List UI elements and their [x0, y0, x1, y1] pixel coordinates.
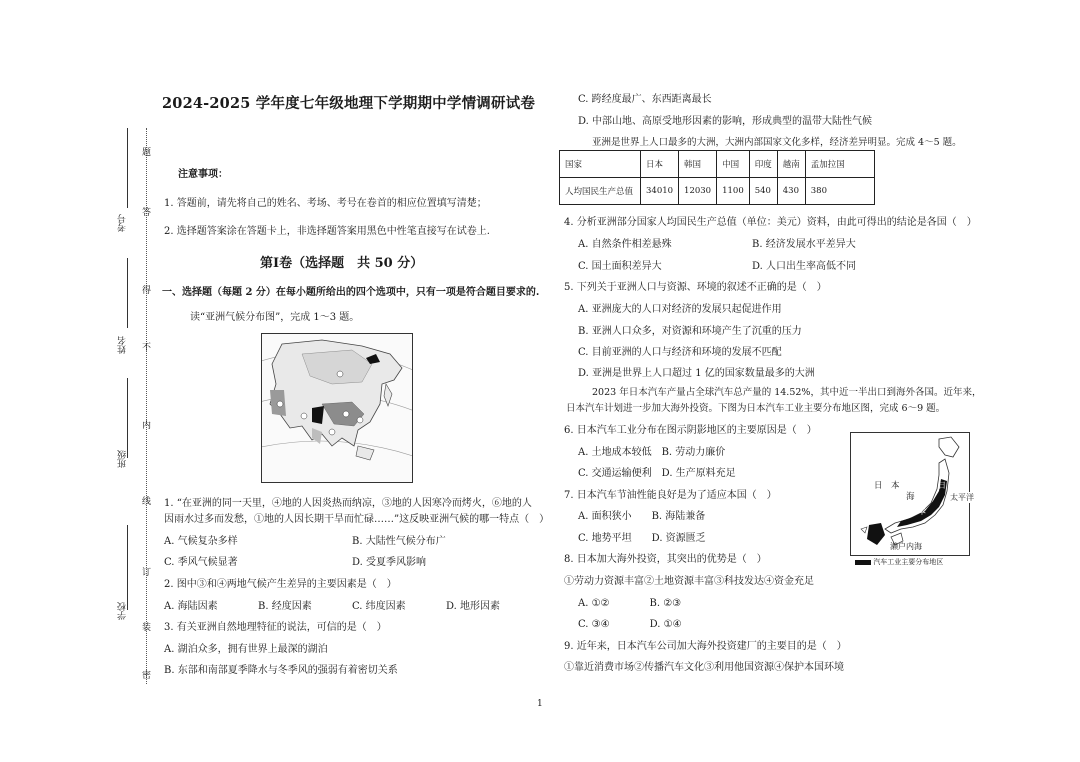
cut-char: 得	[142, 286, 152, 296]
cut-char: 订	[142, 568, 152, 578]
table-cell: 1100	[717, 178, 750, 205]
question-6: 6. 日本汽车工业分布在图示阴影地区的主要原因是（ ）	[564, 425, 817, 436]
table-header: 孟加拉国	[805, 151, 874, 178]
question-2-option-b: B. 经度因素	[258, 601, 312, 612]
question-8-options-cd: C. ③④ D. ①④	[578, 619, 682, 630]
question-2-option-a: A. 海陆因素	[164, 601, 218, 612]
name-fill-line	[127, 258, 128, 328]
map-label-pacific: 太平洋	[950, 493, 974, 502]
class-label: 班级	[118, 450, 128, 468]
question-4-option-c: C. 国土面积差异大	[578, 261, 662, 272]
name-label: 姓名	[118, 336, 128, 354]
question-4-option-a: A. 自然条件相差悬殊	[578, 239, 672, 250]
page-number: 1	[537, 699, 543, 709]
exam-title: 2024-2025 学年度七年级地理下学期期中学情调研试卷	[162, 95, 536, 112]
question-5-option-b: B. 亚洲人口众多，对资源和环境产生了沉重的压力	[578, 326, 802, 337]
asia-climate-map	[261, 333, 413, 483]
question-4-option-b: B. 经济发展水平差异大	[752, 239, 856, 250]
notice-item: 2. 选择题答案涂在答题卡上，非选择题答案用黑色中性笔直接写在试卷上.	[164, 226, 490, 237]
table-row	[560, 151, 875, 178]
notice-heading: 注意事项：	[178, 169, 228, 180]
question-9: 9. 近年来，日本汽车公司加大海外投资建厂的主要目的是（ ）	[564, 641, 847, 652]
question-3-option-c: C. 跨经度最广、东西距离最长	[578, 94, 712, 105]
table-cell: 34010	[641, 178, 679, 205]
map-intro: 读“亚洲气候分布图”，完成 1～3 题。	[190, 312, 360, 323]
table-cell: 540	[749, 178, 777, 205]
question-1-option-a: A. 气候复杂多样	[164, 536, 238, 547]
table-header: 印度	[749, 151, 777, 178]
question-8: 8. 日本加大海外投资，其突出的优势是（ ）	[564, 554, 767, 565]
table-cell: 人均国民生产总值	[560, 178, 641, 205]
cut-char: 题	[142, 148, 152, 158]
notice-item: 1. 答题前，请先将自己的姓名、考场、考号在卷首的相应位置填写清楚；	[164, 198, 487, 209]
cut-char: 答	[142, 208, 152, 218]
cut-char: 线	[142, 497, 152, 507]
map-label-sea: 海	[906, 492, 915, 502]
map-label-ri: 日	[938, 481, 946, 490]
cut-char: 装	[142, 623, 152, 633]
legend-swatch	[855, 560, 871, 565]
question-5-option-c: C. 目前亚洲的人口与经济和环境的发展不匹配	[578, 347, 782, 358]
question-1-line2: 因雨水过多而发愁，①地的人因长期干旱而忙碌……”这反映亚洲气候的哪一特点（ ）	[164, 514, 550, 525]
question-1-option-c: C. 季风气候显著	[164, 557, 238, 568]
table-header: 国家	[560, 151, 641, 178]
legend-text: 汽车工业主要分布地区	[873, 558, 944, 566]
school-fill-line	[127, 525, 128, 610]
question-3: 3. 有关亚洲自然地理特征的说法，可信的是（ ）	[164, 622, 387, 633]
question-2-option-d: D. 地形因素	[446, 601, 501, 612]
question-3-option-d: D. 中部山地、高原受地形因素的影响，形成典型的温带大陆性气候	[578, 116, 873, 127]
map-label-japan: 日 本	[874, 481, 900, 491]
table-cell: 12030	[679, 178, 717, 205]
question-2: 2. 图中③和④两地气候产生差异的主要因素是（ ）	[164, 579, 397, 590]
intro-6-9-line2: 日本汽车计划进一步加大海外投资。下图为日本汽车工业主要分布地区图，完成 6～9 题。	[566, 403, 946, 414]
question-7-options-cd: C. 地势平坦 D. 资源匮乏	[578, 533, 706, 544]
question-5-option-a: A. 亚洲庞大的人口对经济的发展只起促进作用	[578, 304, 782, 315]
gdp-table	[559, 150, 875, 205]
question-2-option-c: C. 纬度因素	[352, 601, 406, 612]
question-4: 4. 分析亚洲部分国家人均国民生产总值（单位：美元）资料，由此可得出的结论是各国（ ）	[564, 217, 977, 228]
question-5: 5. 下列关于亚洲人口与资源、环境的叙述不正确的是（ ）	[564, 282, 827, 293]
question-9-statements: ①靠近消费市场②传播汽车文化③利用他国资源④保护本国环境	[564, 662, 844, 673]
question-8-statements: ①劳动力资源丰富②土地资源丰富③科技发达④资金充足	[564, 576, 814, 587]
table-row	[560, 178, 875, 205]
table-header: 中国	[717, 151, 750, 178]
cut-char: 不	[142, 343, 152, 353]
question-1-line1: 1. “在亚洲的同一天里，④地的人因炎热而纳凉，③地的人因寒冷而烤火，⑥地的人	[164, 498, 532, 509]
table-header: 日本	[641, 151, 679, 178]
table-header: 越南	[777, 151, 805, 178]
intro-4-5: 亚洲是世界上人口最多的大洲，大洲内部国家文化多样，经济差异明显。完成 4～5 题。	[592, 137, 962, 148]
asia-climate-map-graphic	[262, 334, 412, 482]
question-4-option-d: D. 人口出生率高低不同	[752, 261, 857, 272]
cut-char: 密	[142, 671, 152, 681]
class-fill-line	[127, 378, 128, 458]
map-legend	[855, 557, 943, 567]
question-1-option-d: D. 受夏季风影响	[352, 557, 427, 568]
section-heading: 一、选择题（每题 2 分）在每小题所给出的四个选项中，只有一项是符合题目要求的.	[162, 287, 540, 298]
question-6-options-cd: C. 交通运输便利 D. 生产原料充足	[578, 468, 736, 479]
question-7: 7. 日本汽车节油性能良好是为了适应本国（ ）	[564, 490, 777, 501]
exam-number-fill-line	[127, 128, 128, 208]
question-7-options-ab: A. 面积狭小 B. 海陆兼备	[578, 511, 706, 522]
map-label-inland-sea: 濑户内海	[890, 542, 922, 551]
table-header: 韩国	[679, 151, 717, 178]
cut-char: 内	[142, 421, 152, 431]
table-cell: 430	[777, 178, 805, 205]
question-8-options-ab: A. ①② B. ②③	[578, 598, 682, 609]
school-label: 学校	[118, 602, 128, 620]
question-1-option-b: B. 大陆性气候分布广	[352, 536, 446, 547]
exam-number-label: 考号	[118, 214, 128, 232]
map-label-ben: 本	[918, 507, 926, 516]
intro-6-9-line1: 2023 年日本汽车产量占全球汽车总产量的 14.52%，其中近一半出口到海外各国。近年来，	[592, 387, 982, 398]
question-3-option-b: B. 东部和南部夏季降水与冬季风的强弱有着密切关系	[164, 665, 398, 676]
table-cell: 380	[805, 178, 874, 205]
part1-heading: 第Ⅰ卷（选择题 共 50 分）	[260, 256, 424, 271]
question-5-option-d: D. 亚洲是世界上人口超过 1 亿的国家数量最多的大洲	[578, 368, 815, 379]
question-6-options-ab: A. 土地成本较低 B. 劳动力廉价	[578, 447, 726, 458]
question-3-option-a: A. 湖泊众多，拥有世界上最深的湖泊	[164, 644, 328, 655]
